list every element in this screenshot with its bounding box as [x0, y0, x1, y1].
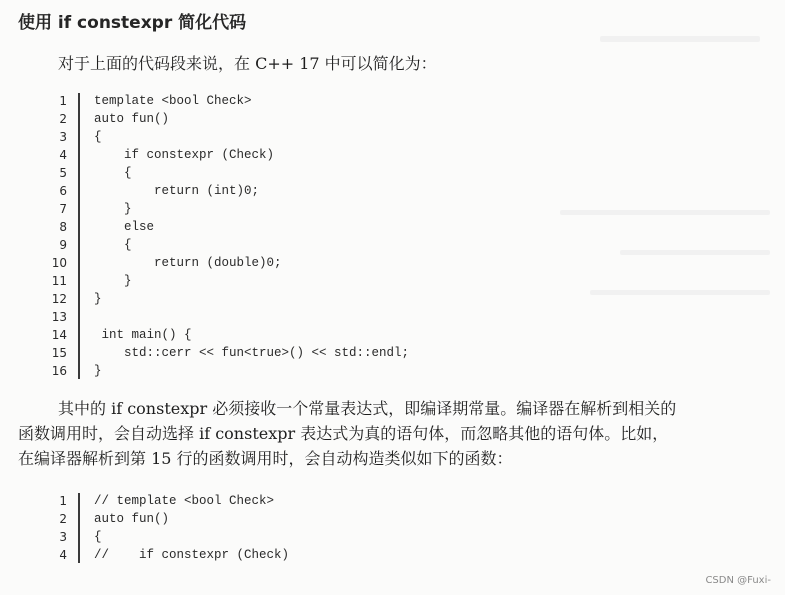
paragraph-line: 在编译器解析到第 15 行的函数调用时，会自动构造类似如下的函数：	[18, 449, 513, 468]
code-text: std::cerr << fun<true>() << std::endl;	[94, 346, 410, 360]
code-text: }	[94, 274, 132, 288]
code-line	[0, 254, 785, 272]
code-text: if constexpr (Check)	[94, 148, 275, 162]
code-line	[0, 326, 785, 344]
code-line	[0, 362, 785, 380]
code-block-1	[0, 92, 785, 380]
code-text: // if constexpr (Check)	[94, 548, 290, 562]
code-line	[0, 236, 785, 254]
code-line	[0, 182, 785, 200]
line-number: 4	[59, 548, 67, 562]
code-line	[0, 110, 785, 128]
code-text: }	[94, 292, 102, 306]
line-number: 8	[59, 220, 67, 234]
watermark: CSDN @Fuxi-	[705, 575, 771, 586]
code-line	[0, 510, 785, 528]
line-number: 4	[59, 148, 67, 162]
code-line	[0, 492, 785, 510]
line-number: 2	[59, 112, 67, 126]
line-number: 13	[51, 310, 67, 324]
code-line	[0, 546, 785, 564]
intro-text: 对于上面的代码段来说，在 C++ 17 中可以简化为：	[58, 54, 437, 73]
line-number: 12	[51, 292, 67, 306]
line-number: 1	[59, 94, 67, 108]
code-text: auto fun()	[94, 112, 170, 126]
paragraph-line: 函数调用时，会自动选择 if constexpr 表达式为真的语句体，而忽略其他的语句体。比如，	[18, 424, 669, 443]
line-number: 9	[59, 238, 67, 252]
code-line	[0, 92, 785, 110]
line-number: 6	[59, 184, 67, 198]
code-text: else	[94, 220, 155, 234]
code-line	[0, 128, 785, 146]
code-line	[0, 164, 785, 182]
code-line	[0, 344, 785, 362]
code-line	[0, 528, 785, 546]
code-line	[0, 200, 785, 218]
section-heading: 使用 if constexpr 简化代码	[18, 13, 247, 33]
code-text: {	[94, 166, 132, 180]
line-number: 2	[59, 512, 67, 526]
code-line	[0, 308, 785, 326]
code-text: {	[94, 238, 132, 252]
line-number: 14	[51, 328, 67, 342]
code-text: {	[94, 530, 102, 544]
code-line	[0, 146, 785, 164]
code-text: // template <bool Check>	[94, 494, 275, 508]
code-text: }	[94, 364, 102, 378]
paragraph-line: 其中的 if constexpr 必须接收一个常量表达式，即编译期常量。编译器在解析到相关的	[58, 399, 677, 418]
line-number: 7	[59, 202, 67, 216]
code-text: int main() {	[94, 328, 192, 342]
code-text: return (int)0;	[94, 184, 260, 198]
code-text: }	[94, 202, 132, 216]
code-line	[0, 290, 785, 308]
line-number: 11	[51, 274, 67, 288]
line-number: 3	[59, 530, 67, 544]
code-text: return (double)0;	[94, 256, 282, 270]
line-number: 3	[59, 130, 67, 144]
code-text: auto fun()	[94, 512, 170, 526]
code-line	[0, 218, 785, 236]
code-text: template <bool Check>	[94, 94, 252, 108]
line-number: 16	[51, 364, 67, 378]
code-block-2	[0, 492, 785, 564]
line-number: 1	[59, 494, 67, 508]
body-paragraph	[18, 396, 768, 471]
line-number: 5	[59, 166, 67, 180]
line-number: 15	[51, 346, 67, 360]
code-line	[0, 272, 785, 290]
code-text: {	[94, 130, 102, 144]
line-number: 10	[51, 256, 67, 270]
